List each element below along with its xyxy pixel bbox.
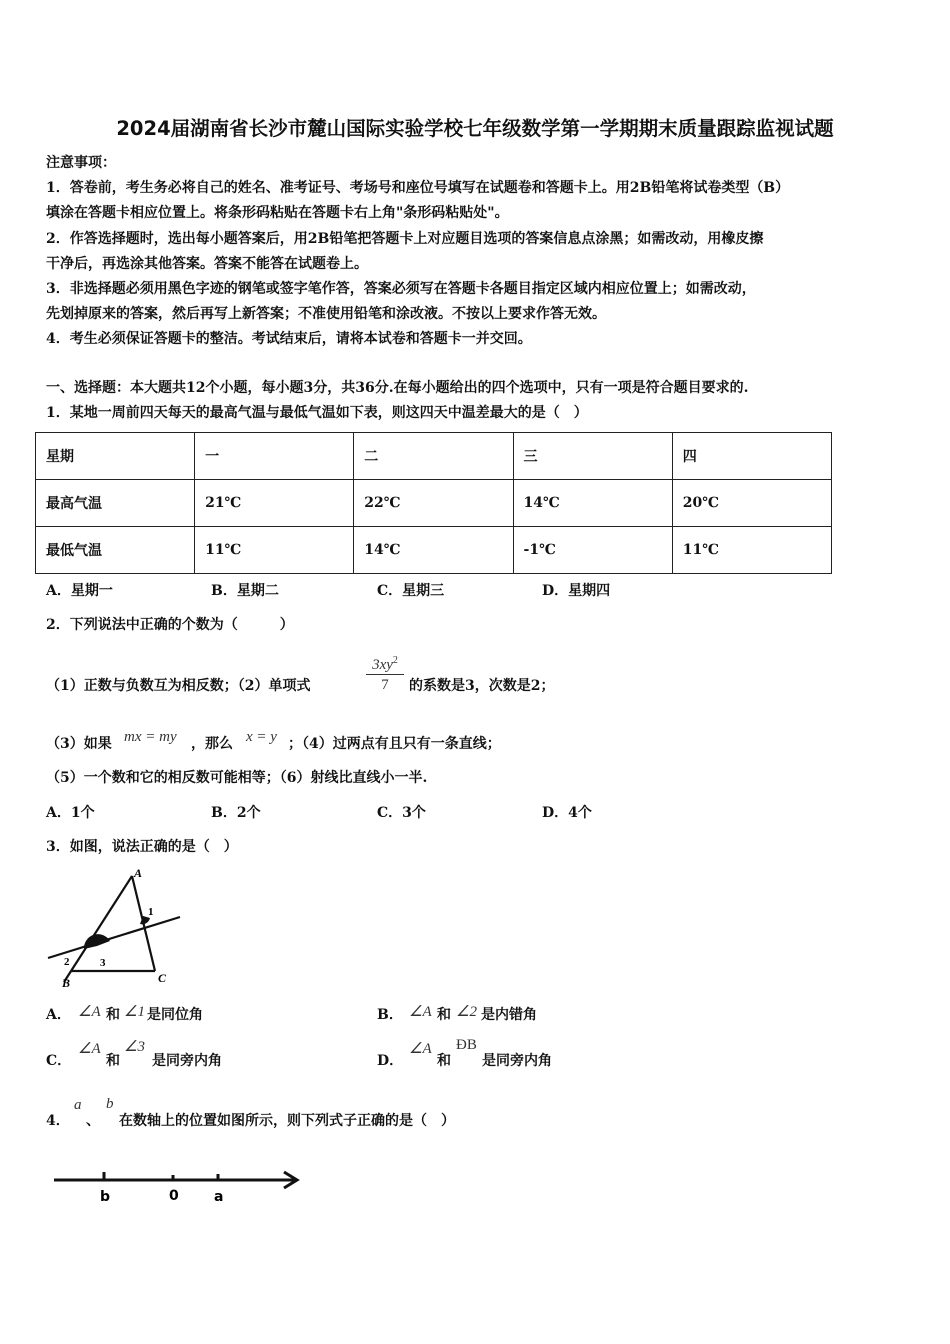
table-cell: 四: [672, 433, 831, 480]
q1-option-c: C．星期三: [377, 583, 445, 599]
q4-separator: 、: [86, 1113, 100, 1129]
q3-option-b-and: 和: [437, 1007, 451, 1023]
variable-b: b: [106, 1096, 114, 1112]
label-c: C: [158, 971, 167, 985]
table-cell: 11℃: [672, 527, 831, 574]
q4-stem: 在数轴上的位置如图所示，则下列式子正确的是（ ）: [119, 1113, 455, 1129]
section-heading: 一、选择题：本大题共12个小题，每小题3分，共36分.在每小题给出的四个选项中，只有一项是符合题目要求的.: [46, 380, 749, 396]
angle-3-mark: [84, 934, 110, 949]
monomial-fraction: [364, 651, 406, 695]
table-cell: 14℃: [513, 480, 672, 527]
table-row: [36, 480, 832, 527]
q3-option-d-math2: ÐB: [456, 1037, 477, 1053]
q3-option-d-math1: ∠A: [409, 1041, 432, 1057]
q3-option-d-letter: D．: [377, 1053, 404, 1069]
q3-option-c-math1: ∠A: [78, 1041, 101, 1057]
q3-stem: 3．如图，说法正确的是（ ）: [46, 839, 238, 855]
triangle-figure: [44, 866, 194, 991]
table-cell: 二: [354, 433, 513, 480]
equation-x-y: x = y: [246, 729, 277, 745]
q2-statement-2-tail: 的系数是3，次数是2；: [409, 678, 555, 694]
label-b: B: [62, 976, 71, 990]
note-line: 3．非选择题必须用黑色字迹的钢笔或签字笔作答，答案必须写在答题卡各题目指定区域内相应位置上；如需改动，: [46, 281, 756, 297]
q3-option-c-math2: ∠3: [124, 1039, 145, 1055]
q3-option-c-letter: C．: [46, 1053, 72, 1069]
q3-option-b-math1: ∠A: [409, 1004, 432, 1020]
table-row: [36, 433, 832, 480]
q1-stem: 1．某地一周前四天每天的最高气温与最低气温如下表，则这四天中温差最大的是（ ）: [46, 405, 588, 421]
q2-option-b: B．2个: [211, 805, 261, 821]
note-line: 1．答卷前，考生务必将自己的姓名、准考证号、考场号和座位号填写在试题卷和答题卡上。用2B铅笔将试卷类型（B）: [46, 180, 790, 196]
equation-mx-my: mx = my: [124, 729, 177, 745]
q2-option-d: D．4个: [542, 805, 592, 821]
q3-option-a-letter: A．: [46, 1007, 71, 1023]
q3-option-a-math1: ∠A: [78, 1004, 101, 1020]
q3-option-b-math2: ∠2: [456, 1004, 477, 1020]
fraction-exponent: 2: [392, 655, 398, 666]
q3-option-a-text: 是同位角: [147, 1007, 203, 1023]
table-cell: 最低气温: [36, 527, 195, 574]
table-cell: 11℃: [195, 527, 354, 574]
table-cell: 14℃: [354, 527, 513, 574]
variable-a: a: [74, 1097, 82, 1113]
notes-heading: 注意事项：: [46, 155, 116, 171]
table-cell: 一: [195, 433, 354, 480]
q4-number: 4．: [46, 1113, 70, 1129]
table-cell: -1℃: [513, 527, 672, 574]
label-3: 3: [100, 957, 106, 969]
triangle-side-ab: [64, 876, 132, 982]
q3-option-d-text: 是同旁内角: [482, 1053, 552, 1069]
note-line: 填涂在答题卡相应位置上。将条形码粘贴在答题卡右上角"条形码粘贴处"。: [46, 205, 509, 221]
q3-option-c-text: 是同旁内角: [152, 1053, 222, 1069]
q1-option-b: B．星期二: [211, 583, 279, 599]
table-cell: 最高气温: [36, 480, 195, 527]
fraction-denominator: 7: [381, 677, 389, 693]
number-line-figure: [50, 1165, 310, 1215]
axis-label-b: b: [100, 1189, 111, 1205]
table-row: [36, 527, 832, 574]
q2-option-c: C．3个: [377, 805, 426, 821]
label-2: 2: [64, 956, 70, 968]
axis-label-a: a: [214, 1189, 224, 1205]
table-cell: 三: [513, 433, 672, 480]
transversal-line: [48, 917, 180, 958]
note-line: 先划掉原来的答案，然后再写上新答案；不准使用铅笔和涂改液。不按以上要求作答无效。: [46, 306, 606, 322]
label-a: A: [134, 866, 143, 880]
fraction-numerator: 3xy: [372, 657, 393, 673]
q2-stem: 2．下列说法中正确的个数为（ ）: [46, 617, 294, 633]
q2-statement-3-4: ；（4）过两点有且只有一条直线；: [288, 736, 501, 752]
note-line: 2．作答选择题时，选出每小题答案后，用2B铅笔把答题卡上对应题目选项的答案信息点涂黑；如需改动，用橡皮擦: [46, 231, 764, 247]
q2-statement-3-lead: （3）如果: [46, 736, 112, 752]
q2-statement-3-mid: ，那么: [191, 736, 233, 752]
q1-option-d: D．星期四: [542, 583, 611, 599]
table-cell: 21℃: [195, 480, 354, 527]
page-title: 2024届湖南省长沙市麓山国际实验学校七年级数学第一学期期末质量跟踪监视试题: [116, 117, 834, 140]
note-line: 4．考生必须保证答题卡的整洁。考试结束后，请将本试卷和答题卡一并交回。: [46, 331, 532, 347]
q3-option-a-math2: ∠1: [124, 1004, 145, 1020]
temperature-table: [35, 432, 832, 574]
q3-option-a-and: 和: [106, 1007, 120, 1023]
q2-statement-1-2: （1）正数与负数互为相反数；（2）单项式: [46, 678, 311, 694]
q3-option-c-and: 和: [106, 1053, 120, 1069]
q2-statement-5-6: （5）一个数和它的相反数可能相等；（6）射线比直线小一半.: [46, 770, 428, 786]
q1-option-a: A．星期一: [46, 583, 113, 599]
q3-option-d-and: 和: [437, 1053, 451, 1069]
q3-option-b-letter: B．: [377, 1007, 403, 1023]
q3-option-b-text: 是内错角: [481, 1007, 537, 1023]
table-cell: 20℃: [672, 480, 831, 527]
table-cell: 星期: [36, 433, 195, 480]
table-cell: 22℃: [354, 480, 513, 527]
axis-label-0: 0: [169, 1188, 179, 1204]
label-1: 1: [148, 906, 154, 918]
note-line: 干净后，再选涂其他答案。答案不能答在试题卷上。: [46, 256, 368, 272]
q2-option-a: A．1个: [46, 805, 95, 821]
